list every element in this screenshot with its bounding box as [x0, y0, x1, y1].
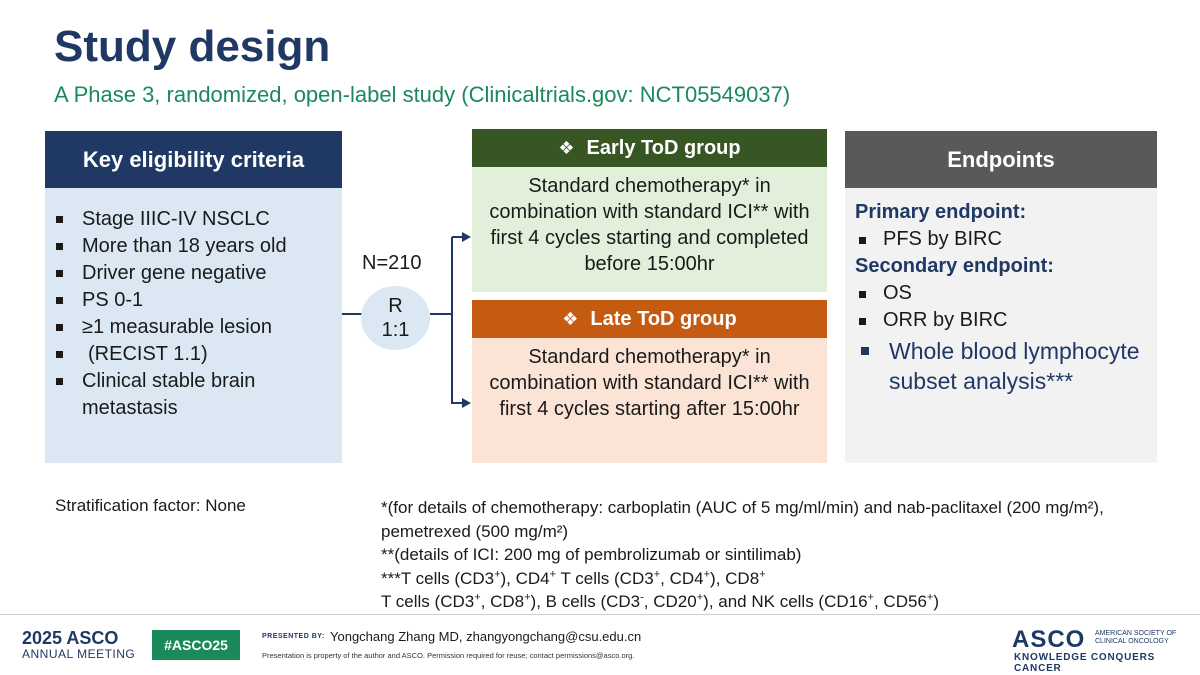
arrow-right-icon [462, 398, 471, 408]
presenter-info: Yongchang Zhang MD, zhangyongchang@csu.edu.cn [330, 629, 642, 644]
endpoints-heading: Endpoints [845, 131, 1157, 188]
footnote-ici: **(details of ICI: 200 mg of pembrolizumab or sintilimab) [381, 545, 802, 564]
meeting-logo: 2025 ASCO [22, 628, 119, 648]
randomization-ratio: 1:1 [381, 319, 410, 341]
late-group-panel [472, 338, 827, 463]
eligibility-heading: Key eligibility criteria [45, 131, 342, 188]
diamond-bullet-icon: ❖ [558, 137, 575, 158]
asco-tagline: KNOWLEDGE CONQUERS CANCER [1014, 652, 1156, 674]
secondary-endpoint-heading: Secondary endpoint: [855, 255, 1054, 277]
footnote-cells-line2: T cells (CD3+, CD8+), B cells (CD3-, CD20+), and NK cells (CD16+, CD56+) [381, 591, 940, 611]
randomization-circle [361, 286, 430, 350]
eligibility-item: Driver gene negative [45, 260, 332, 287]
early-group-text: Standard chemotherapy* in combination with standard ICI** with first 4 cycles starting and completed before 15:00hr [489, 175, 810, 275]
randomization-r: R [388, 295, 403, 317]
footer-divider [0, 614, 1200, 615]
exploratory-endpoint-item: Whole blood lymphocyte subset analysis*** [855, 336, 1169, 396]
early-group-heading [472, 129, 827, 167]
stratification-note: Stratification factor: None [55, 496, 246, 515]
sample-size-label: N=210 [362, 252, 422, 274]
diamond-bullet-icon: ❖ [562, 308, 579, 329]
footnote-chemo: *(for details of chemotherapy: carboplatin (AUC of 5 mg/ml/min) and nab-paclitaxel (200 mg/m²), pemetrexed (500 mg/m²) [381, 498, 1104, 541]
eligibility-item: Stage IIIC-IV NSCLC [45, 206, 332, 233]
eligibility-list [45, 206, 338, 422]
eligibility-item: PS 0-1 [45, 287, 332, 314]
hashtag-badge: #ASCO25 [152, 630, 240, 660]
late-group-title: Late ToD group [590, 307, 737, 330]
branch-line [451, 237, 453, 404]
page-subtitle: A Phase 3, randomized, open-label study (Clinicaltrials.gov: NCT05549037) [54, 82, 791, 107]
asco-logo: ASCO [1012, 626, 1086, 653]
primary-endpoint-heading: Primary endpoint: [855, 201, 1027, 223]
page-title: Study design [54, 22, 331, 71]
late-group-heading [472, 300, 827, 338]
eligibility-panel [45, 188, 342, 463]
footnotes [381, 496, 1171, 614]
eligibility-item: ≥1 measurable lesion [45, 314, 332, 341]
secondary-endpoint-item: OS [855, 282, 912, 305]
arrow-right-icon [462, 232, 471, 242]
early-group-panel [472, 167, 827, 292]
presented-by-label: PRESENTED BY: [262, 633, 325, 640]
footnote-cells-line1: ***T cells (CD3+), CD4+ T cells (CD3+, CD4+), CD8+ [381, 567, 766, 588]
late-group-text: Standard chemotherapy* in combination with standard ICI** with first 4 cycles starting after 15:00hr [489, 346, 810, 420]
secondary-endpoint-item: ORR by BIRC [855, 309, 1007, 332]
eligibility-item: More than 18 years old [45, 233, 332, 260]
asco-society-name: AMERICAN SOCIETY OF CLINICAL ONCOLOGY [1095, 630, 1177, 645]
early-group-title: Early ToD group [586, 136, 741, 159]
eligibility-item: Clinical stable brain metastasis [45, 368, 332, 422]
meeting-logo-subtitle: ANNUAL MEETING [22, 647, 136, 661]
eligibility-item: (RECIST 1.1) [45, 341, 338, 368]
footer-disclaimer: Presentation is property of the author and ASCO. Permission required for reuse; contact permissions@asco.org. [262, 651, 635, 660]
primary-endpoint-item: PFS by BIRC [855, 228, 1002, 251]
endpoints-panel [845, 188, 1157, 463]
connector-line [430, 313, 452, 315]
